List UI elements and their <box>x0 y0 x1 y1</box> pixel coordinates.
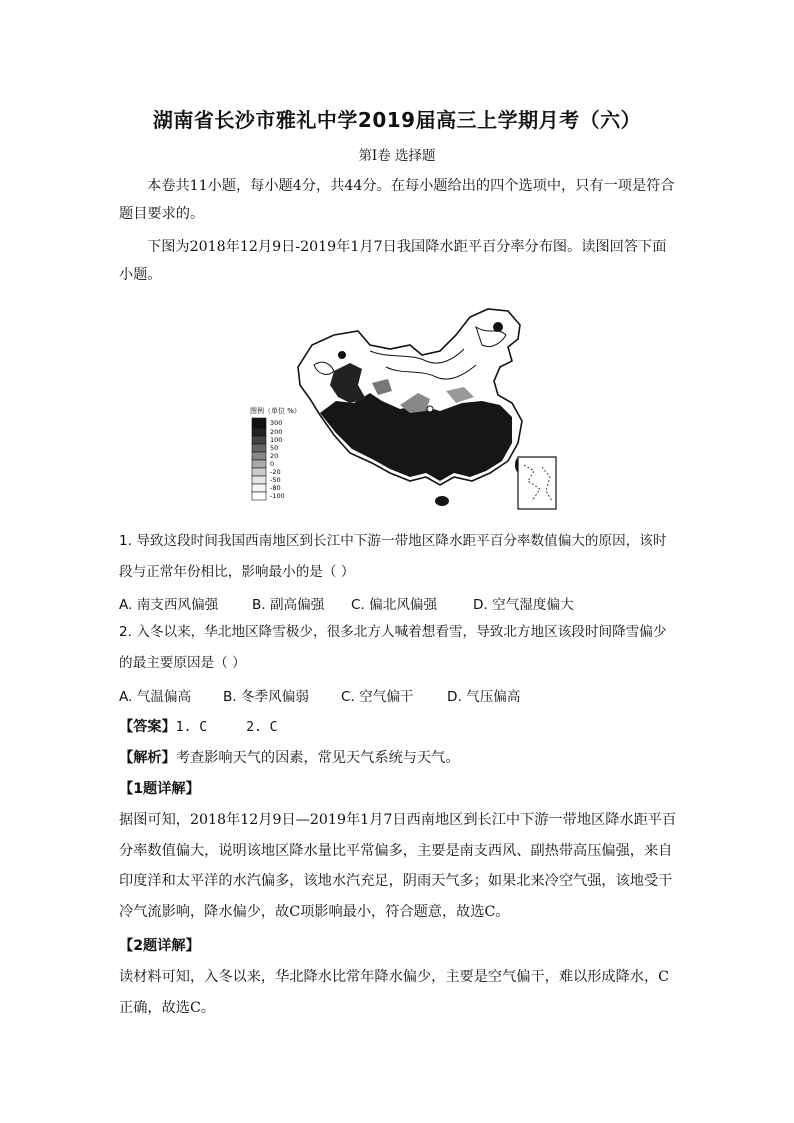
detail-1-text: 据图可知，2018年12月9日—2019年1月7日西南地区到长江中下游一带地区降水距平百分率数值偏大，说明该地区降水量比平常偏多，主要是南支西风、副热带高压偏强，来自印度洋和太平洋的水汽偏多，该地水汽充足，阴雨天气多；如果北来冷空气强，该地受干冷气流影响，降水偏少，故C项影响最小，符合题意，故选C。 <box>119 812 677 920</box>
q1-option-c: C. 偏北风偏强 <box>351 597 438 613</box>
anomaly-spot <box>338 351 346 359</box>
detail-2-text: 读材料可知，入冬以来，华北降水比常年降水偏少，主要是空气偏干，难以形成降水，C正确，故选C。 <box>119 969 669 1016</box>
legend-labels <box>270 419 285 500</box>
anomaly-spot <box>493 322 503 332</box>
analysis-label: 【解析】 <box>119 750 176 766</box>
page-title: 湖南省长沙市雅礼中学2019届高三上学期月考（六） <box>152 108 642 132</box>
intro-paragraph-2: 下图为2018年12月9日-2019年1月7日我国降水距平百分率分布图。读图回答下面小题。 <box>119 239 667 283</box>
q1-option-b: B. 副高偏强 <box>252 597 325 613</box>
legend-label: -80 <box>270 484 281 492</box>
legend-label: 200 <box>270 428 283 436</box>
q2-option-b: B. 冬季风偏弱 <box>223 689 309 705</box>
legend-label: -50 <box>270 476 281 484</box>
south-china-sea-inset <box>518 457 556 509</box>
anomaly-spot <box>427 406 433 412</box>
question-2-stem: 2. 入冬以来，华北地区降雪极少，很多北方人喊着想看雪，导致北方地区该段时间降雪偏少的最主要原因是（ ） <box>119 624 667 671</box>
map-legend <box>252 418 266 500</box>
question-1-stem: 1. 导致这段时间我国西南地区到长江中下游一带地区降水距平百分率数值偏大的原因，该时段与正常年份相比，影响最小的是（ ） <box>119 533 667 580</box>
detail-1-heading: 【1题详解】 <box>119 781 200 797</box>
legend-label: 300 <box>270 419 283 427</box>
q2-option-c: C. 空气偏干 <box>341 689 414 705</box>
precipitation-anomaly-map <box>250 305 562 519</box>
legend-label: 50 <box>270 444 279 452</box>
answer-text: 1. C 2. C <box>175 720 278 735</box>
question-2-options <box>119 685 520 705</box>
legend-label: -100 <box>270 492 285 500</box>
answer-line <box>119 716 278 736</box>
analysis-line <box>119 747 460 767</box>
q1-option-d: D. 空气湿度偏大 <box>473 597 574 613</box>
legend-label: 20 <box>270 452 279 460</box>
section-subtitle: 第Ⅰ卷 选择题 <box>358 148 436 164</box>
legend-label: 0 <box>270 460 275 468</box>
legend-title: 图例（单位 %） <box>250 407 301 415</box>
legend-label: -20 <box>270 468 281 476</box>
legend-label: 100 <box>270 436 283 444</box>
question-1-options <box>119 593 574 613</box>
answer-label: 【答案】 <box>119 719 176 735</box>
q2-option-a: A. 气温偏高 <box>119 689 192 705</box>
analysis-text: 考查影响天气的因素，常见天气系统与天气。 <box>175 750 460 766</box>
intro-paragraph-1: 本卷共11小题，每小题4分，共44分。在每小题给出的四个选项中，只有一项是符合题目要求的。 <box>119 178 675 222</box>
hainan-island <box>435 496 449 506</box>
q2-option-d: D. 气压偏高 <box>447 689 521 705</box>
detail-2-heading: 【2题详解】 <box>119 938 200 954</box>
q1-option-a: A. 南支西风偏强 <box>119 597 219 613</box>
